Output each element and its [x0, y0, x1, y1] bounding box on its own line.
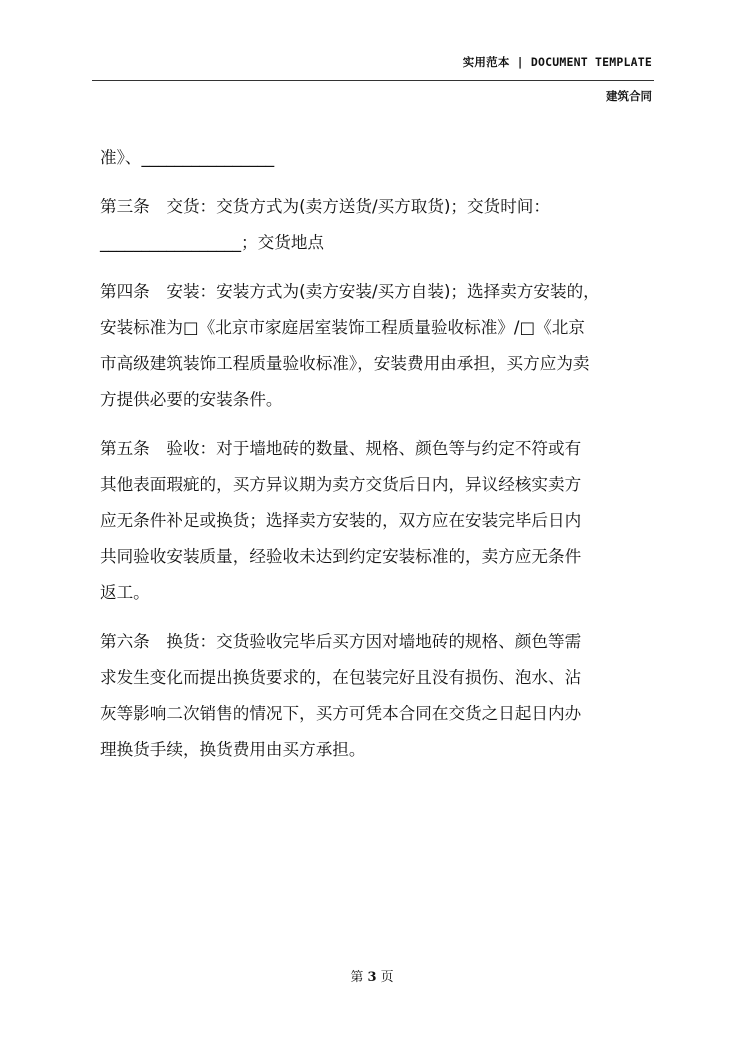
text-line: 市高级建筑装饰工程质量验收标准》，安装费用由承担，买方应为卖	[100, 354, 590, 373]
paragraph-article-3	[100, 189, 656, 261]
document-body	[100, 140, 656, 781]
paragraph-article-5	[100, 431, 656, 611]
paragraph-article-6	[100, 624, 656, 768]
page-footer	[0, 966, 744, 985]
text-line: 灰等影响二次销售的情况下，买方可凭本合同在交货之日起日内办	[100, 704, 582, 723]
text-line: 安装标准为□《北京市家庭居室装饰工程质量验收标准》/□《北京	[100, 318, 585, 337]
header-subtitle: 建筑合同	[606, 89, 652, 103]
page-prefix: 第	[350, 970, 364, 985]
text-line: 共同验收安装质量，经验收未达到约定安装标准的，卖方应无条件	[100, 547, 582, 566]
text-line: 方提供必要的安装条件。	[100, 390, 283, 409]
paragraph-continuation	[100, 140, 656, 176]
header-title: 实用范本 | DOCUMENT TEMPLATE	[462, 55, 652, 69]
text-line: 理换货手续，换货费用由买方承担。	[100, 740, 366, 759]
text-line: _________________；交货地点	[100, 233, 325, 252]
text-line: 第四条 安装：安装方式为(卖方安装/买方自装)；选择卖方安装的，	[100, 282, 600, 301]
text-line: 其他表面瑕疵的，买方异议期为卖方交货后日内，异议经核实卖方	[100, 475, 582, 494]
text-line: 准》、________________	[100, 148, 275, 167]
text-line: 第六条 换货：交货验收完毕后买方因对墙地砖的规格、颜色等需	[100, 632, 582, 651]
header-divider	[92, 80, 654, 81]
text-line: 应无条件补足或换货；选择卖方安装的，双方应在安装完毕后日内	[100, 511, 582, 530]
text-line: 第三条 交货：交货方式为(卖方送货/买方取货)；交货时间：	[100, 197, 550, 216]
text-line: 返工。	[100, 583, 150, 602]
text-line: 求发生变化而提出换货要求的，在包装完好且没有损伤、泡水、沾	[100, 668, 582, 687]
paragraph-article-4	[100, 274, 656, 418]
page-number: 3	[367, 970, 377, 985]
text-line: 第五条 验收：对于墙地砖的数量、规格、颜色等与约定不符或有	[100, 439, 582, 458]
page-suffix: 页	[380, 970, 394, 985]
